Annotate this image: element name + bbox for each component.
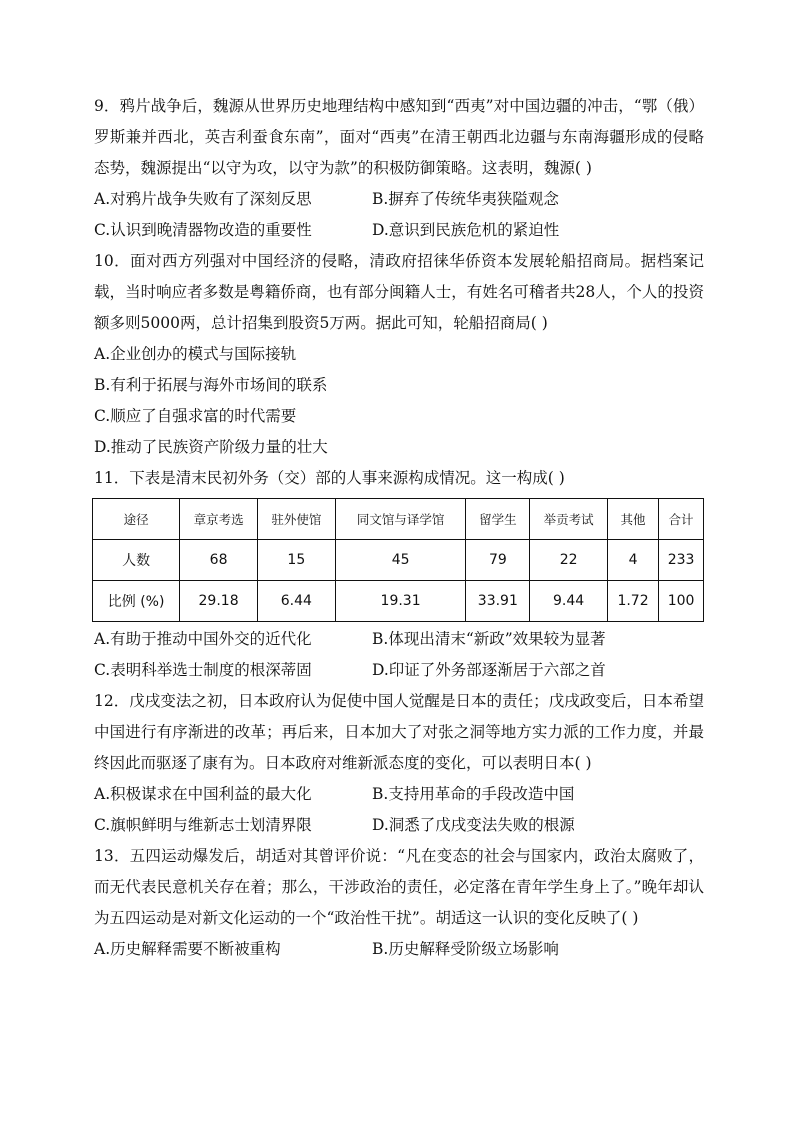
table-cell: 人数: [93, 540, 180, 581]
table-cell: 比例 (%): [93, 581, 180, 622]
q9-option-b[interactable]: B.摒弃了传统华夷狭隘观念: [372, 190, 559, 208]
question-9-stem: 9．鸦片战争后，魏源从世界历史地理结构中感知到“西夷”对中国边疆的冲击，“鄂（俄）罗斯兼并西北，英吉利蚕食东南”，面对“西夷”在清王朝西北边疆与东南海疆形成的侵略态势，魏源提出“以守为攻，以守为款”的积极防御策略。这表明，魏源( ): [94, 97, 704, 177]
table-header-cell: 留学生: [466, 499, 530, 540]
table-row: [93, 581, 704, 622]
q13-option-b[interactable]: B.历史解释受阶级立场影响: [372, 940, 559, 958]
q9-option-d[interactable]: D.意识到民族危机的紧迫性: [372, 221, 560, 239]
table-header-cell: 途径: [93, 499, 180, 540]
q12-option-a[interactable]: A.积极谋求在中国利益的最大化: [94, 785, 312, 803]
table-cell: 68: [180, 540, 258, 581]
table-header-cell: 同文馆与译学馆: [335, 499, 466, 540]
table-header-cell: 合计: [659, 499, 704, 540]
q10-option-d[interactable]: D.推动了民族资产阶级力量的壮大: [94, 438, 328, 456]
table-cell: 1.72: [607, 581, 658, 622]
table-cell: 19.31: [335, 581, 466, 622]
q11-option-b[interactable]: B.体现出清末“新政”效果较为显著: [372, 630, 606, 648]
table-header-cell: 章京考选: [180, 499, 258, 540]
table-cell: 45: [335, 540, 466, 581]
table-header-cell: 其他: [607, 499, 658, 540]
table-header-row: [93, 499, 704, 540]
question-10-stem: 10．面对西方列强对中国经济的侵略，清政府招徕华侨资本发展轮船招商局。据档案记载，当时响应者多数是粤籍侨商，也有部分闽籍人士，有姓名可稽者共28人，个人的投资额多则5000两，总计招集到股资5万两。据此可知，轮船招商局( ): [94, 252, 704, 332]
table-header-cell: 驻外使馆: [257, 499, 335, 540]
q11-option-d[interactable]: D.印证了外务部逐渐居于六部之首: [372, 661, 606, 679]
table-cell: 33.91: [466, 581, 530, 622]
personnel-source-table: [92, 498, 704, 622]
q12-option-d[interactable]: D.洞悉了戊戌变法失败的根源: [372, 816, 575, 834]
table-cell: 22: [530, 540, 608, 581]
question-13-stem: 13．五四运动爆发后，胡适对其曾评价说：“凡在变态的社会与国家内，政治太腐败了，而无代表民意机关存在着；那么，干涉政治的责任，必定落在青年学生身上了。”晚年却认为五四运动是对新文化运动的一个“政治性干扰”。胡适这一认识的变化反映了( ): [94, 847, 704, 927]
q10-option-b[interactable]: B.有利于拓展与海外市场间的联系: [94, 376, 328, 394]
question-12-options: [94, 779, 704, 841]
q10-option-a[interactable]: A.企业创办的模式与国际接轨: [94, 345, 297, 363]
table-cell: 79: [466, 540, 530, 581]
table-cell: 100: [659, 581, 704, 622]
table-cell: 6.44: [257, 581, 335, 622]
table-cell: 4: [607, 540, 658, 581]
exam-page: [94, 91, 704, 965]
table-cell: 9.44: [530, 581, 608, 622]
q12-option-c[interactable]: C.旗帜鲜明与维新志士划清界限: [94, 816, 312, 834]
question-11-options: [94, 624, 704, 686]
q9-option-c[interactable]: C.认识到晚清器物改造的重要性: [94, 221, 312, 239]
table-header-cell: 举贡考试: [530, 499, 608, 540]
question-12-stem: 12．戊戌变法之初，日本政府认为促使中国人觉醒是日本的责任；戊戌政变后，日本希望中国进行有序渐进的改革；再后来，日本加大了对张之洞等地方实力派的工作力度，并最终因此而驱逐了康有为。日本政府对维新派态度的变化，可以表明日本( ): [94, 692, 704, 772]
q13-option-a[interactable]: A.历史解释需要不断被重构: [94, 940, 281, 958]
q9-option-a[interactable]: A.对鸦片战争失败有了深刻反思: [94, 190, 312, 208]
table-cell: 29.18: [180, 581, 258, 622]
table-cell: 233: [659, 540, 704, 581]
q11-option-a[interactable]: A.有助于推动中国外交的近代化: [94, 630, 312, 648]
q12-option-b[interactable]: B.支持用革命的手段改造中国: [372, 785, 575, 803]
question-10-options: [94, 339, 704, 463]
table-row: [93, 540, 704, 581]
q10-option-c[interactable]: C.顺应了自强求富的时代需要: [94, 407, 297, 425]
question-13-options: [94, 934, 704, 965]
question-11-stem: 11．下表是清末民初外务（交）部的人事来源构成情况。这一构成( ): [94, 469, 565, 487]
question-9-options: [94, 184, 704, 246]
q11-option-c[interactable]: C.表明科举选士制度的根深蒂固: [94, 661, 312, 679]
table-cell: 15: [257, 540, 335, 581]
